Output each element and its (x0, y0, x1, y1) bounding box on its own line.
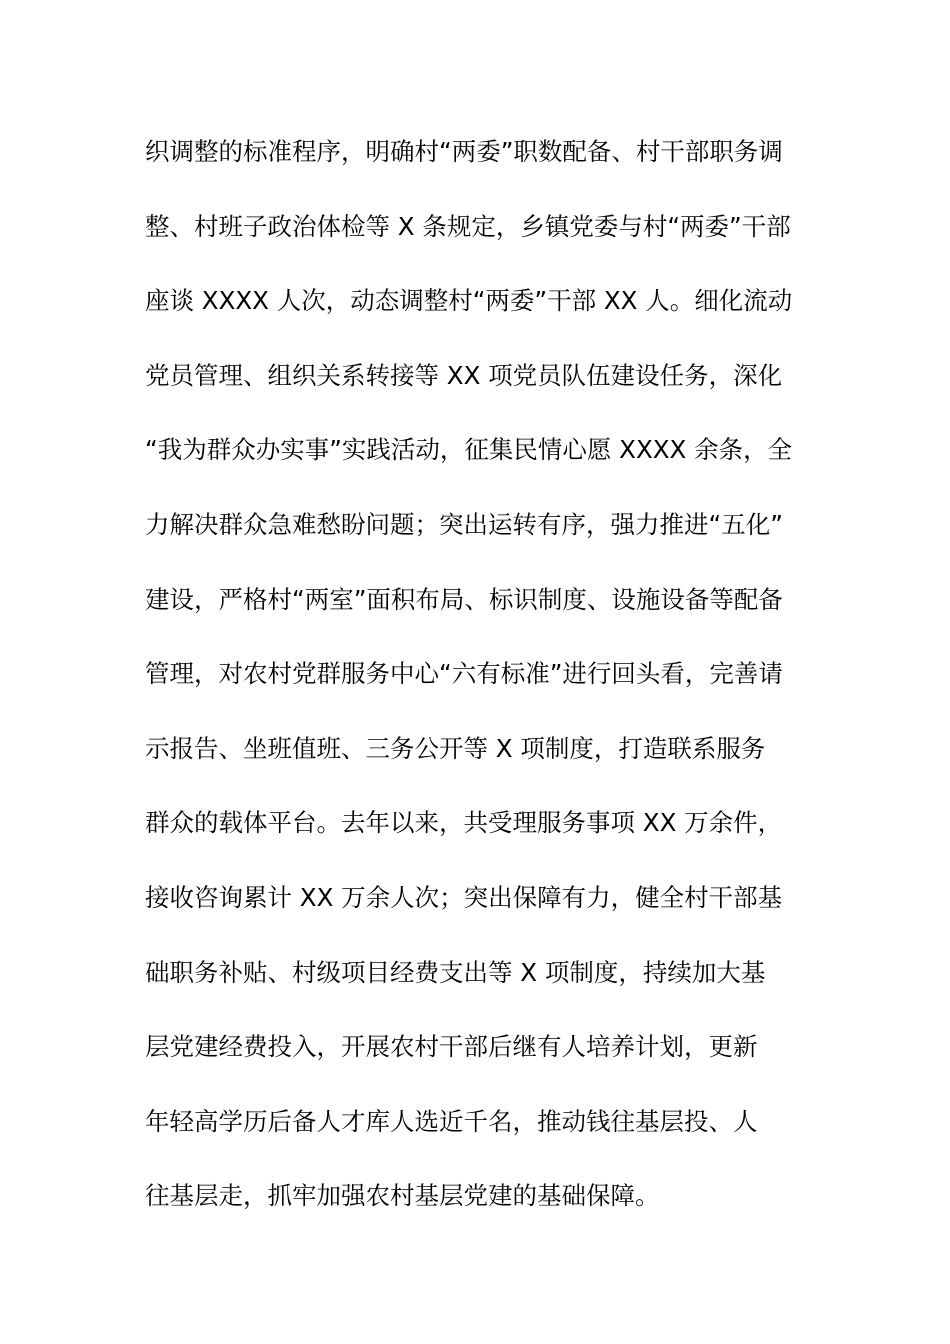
text-line-11: 接收咨询累计 XX 万余人次；突出保障有力，健全村干部基 (145, 882, 783, 912)
text-line-6: 力解决群众急难愁盼问题；突出运转有序，强力推进“五化” (145, 509, 783, 539)
text-line-5: “我为群众办实事”实践活动，征集民情心愿 XXXX 余条，全 (145, 435, 793, 465)
text-line-4: 党员管理、组织关系转接等 XX 项党员队伍建设任务，深化 (145, 360, 783, 390)
text-line-15: 往基层走，抓牢加强农村基层党建的基础保障。 (145, 1181, 660, 1211)
body-paragraph (145, 128, 825, 1247)
text-line-12: 础职务补贴、村级项目经费支出等 X 项制度，持续加大基 (145, 957, 766, 987)
text-line-8: 管理，对农村党群服务中心“六有标准”进行回头看，完善请 (145, 659, 783, 689)
text-line-13: 层党建经费投入，开展农村干部后继有人培养计划，更新 (145, 1032, 758, 1062)
text-line-2: 整、村班子政治体检等 X 条规定，乡镇党委与村“两委”干部 (145, 211, 791, 241)
text-line-1: 织调整的标准程序，明确村“两委”职数配备、村干部职务调 (145, 137, 783, 166)
text-line-14: 年轻高学历后备人才库人选近千名，推动钱往基层投、人 (145, 1106, 758, 1136)
text-line-9: 示报告、坐班值班、三务公开等 X 项制度，打造联系服务 (145, 733, 766, 763)
text-line-10: 群众的载体平台。去年以来，共受理服务事项 XX 万余件， (145, 808, 783, 838)
text-line-7: 建设，严格村“两室”面积布局、标识制度、设施设备等配备 (145, 584, 783, 614)
text-line-3: 座谈 XXXX 人次，动态调整村“两委”干部 XX 人。细化流动 (145, 286, 793, 316)
